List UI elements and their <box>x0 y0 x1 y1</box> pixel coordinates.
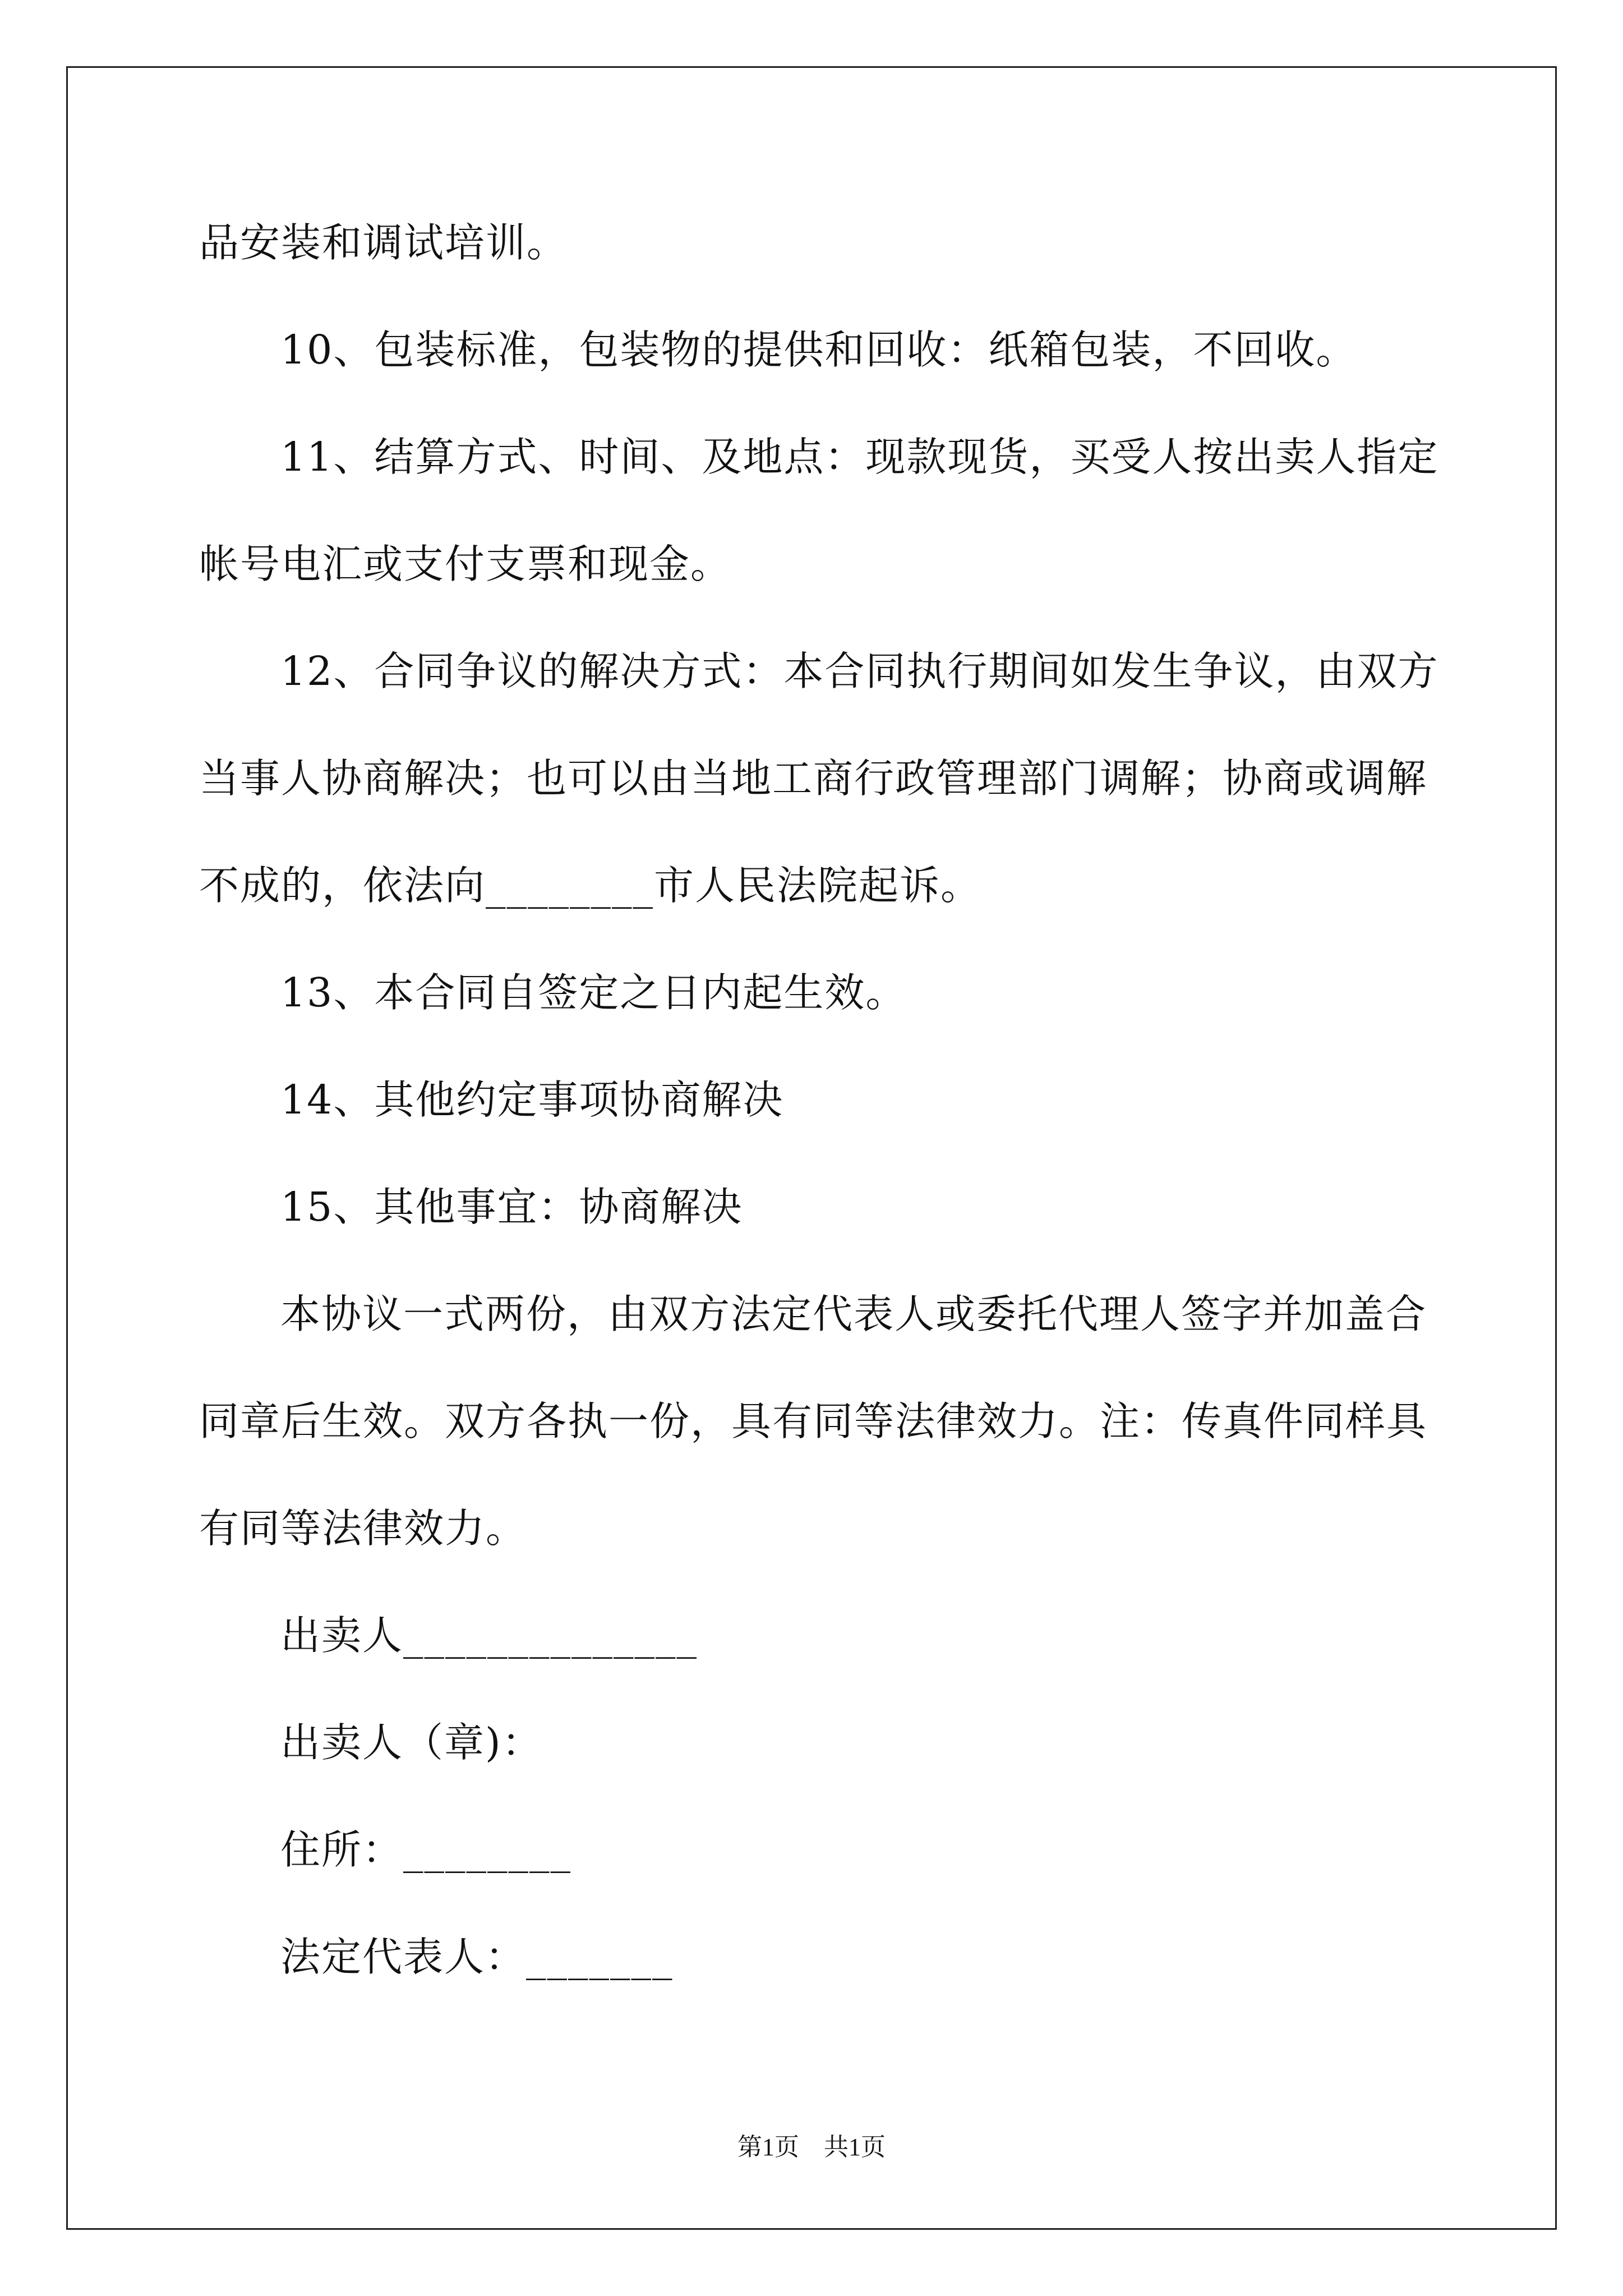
address-line: 住所：________ <box>280 1826 572 1873</box>
agreement-note: 本协议一式两份，由双方法定代表人或委托代理人签字并加盖合 <box>280 1291 1427 1337</box>
agreement-note-cont-1: 同章后生效。双方各执一份，具有同等法律效力。注：传真件同样具 <box>199 1398 1428 1444</box>
clause-14: 14、其他约定事项协商解决 <box>280 1076 784 1123</box>
seller-seal-line: 出卖人（章)： <box>280 1719 543 1766</box>
text-line-1: 品安装和调试培训。 <box>199 219 568 266</box>
page-border <box>66 66 1557 2230</box>
clause-13: 13、本合同自签定之日内起生效。 <box>280 969 907 1016</box>
page-number-footer: 第1页 共1页 <box>737 2133 886 2161</box>
clause-12: 12、合同争议的解决方式：本合同执行期间如发生争议，由双方 <box>280 648 1439 694</box>
clause-12-cont-1: 当事人协商解决；也可以由当地工商行政管理部门调解；协商或调解 <box>199 755 1428 802</box>
clause-11: 11、结算方式、时间、及地点：现款现货，买受人按出卖人指定 <box>280 434 1439 480</box>
clause-12-cont-2: 不成的，依法向________市人民法院起诉。 <box>199 862 982 909</box>
agreement-note-cont-2: 有同等法律效力。 <box>199 1505 527 1552</box>
legal-representative-line: 法定代表人：_______ <box>280 1934 674 1980</box>
clause-15: 15、其他事宜：协商解决 <box>280 1184 743 1230</box>
seller-signature-line: 出卖人______________ <box>280 1612 698 1659</box>
clause-11-cont: 帐号电汇或支付支票和现金。 <box>199 541 732 587</box>
clause-10: 10、包装标准，包装物的提供和回收：纸箱包装，不回收。 <box>280 326 1357 373</box>
